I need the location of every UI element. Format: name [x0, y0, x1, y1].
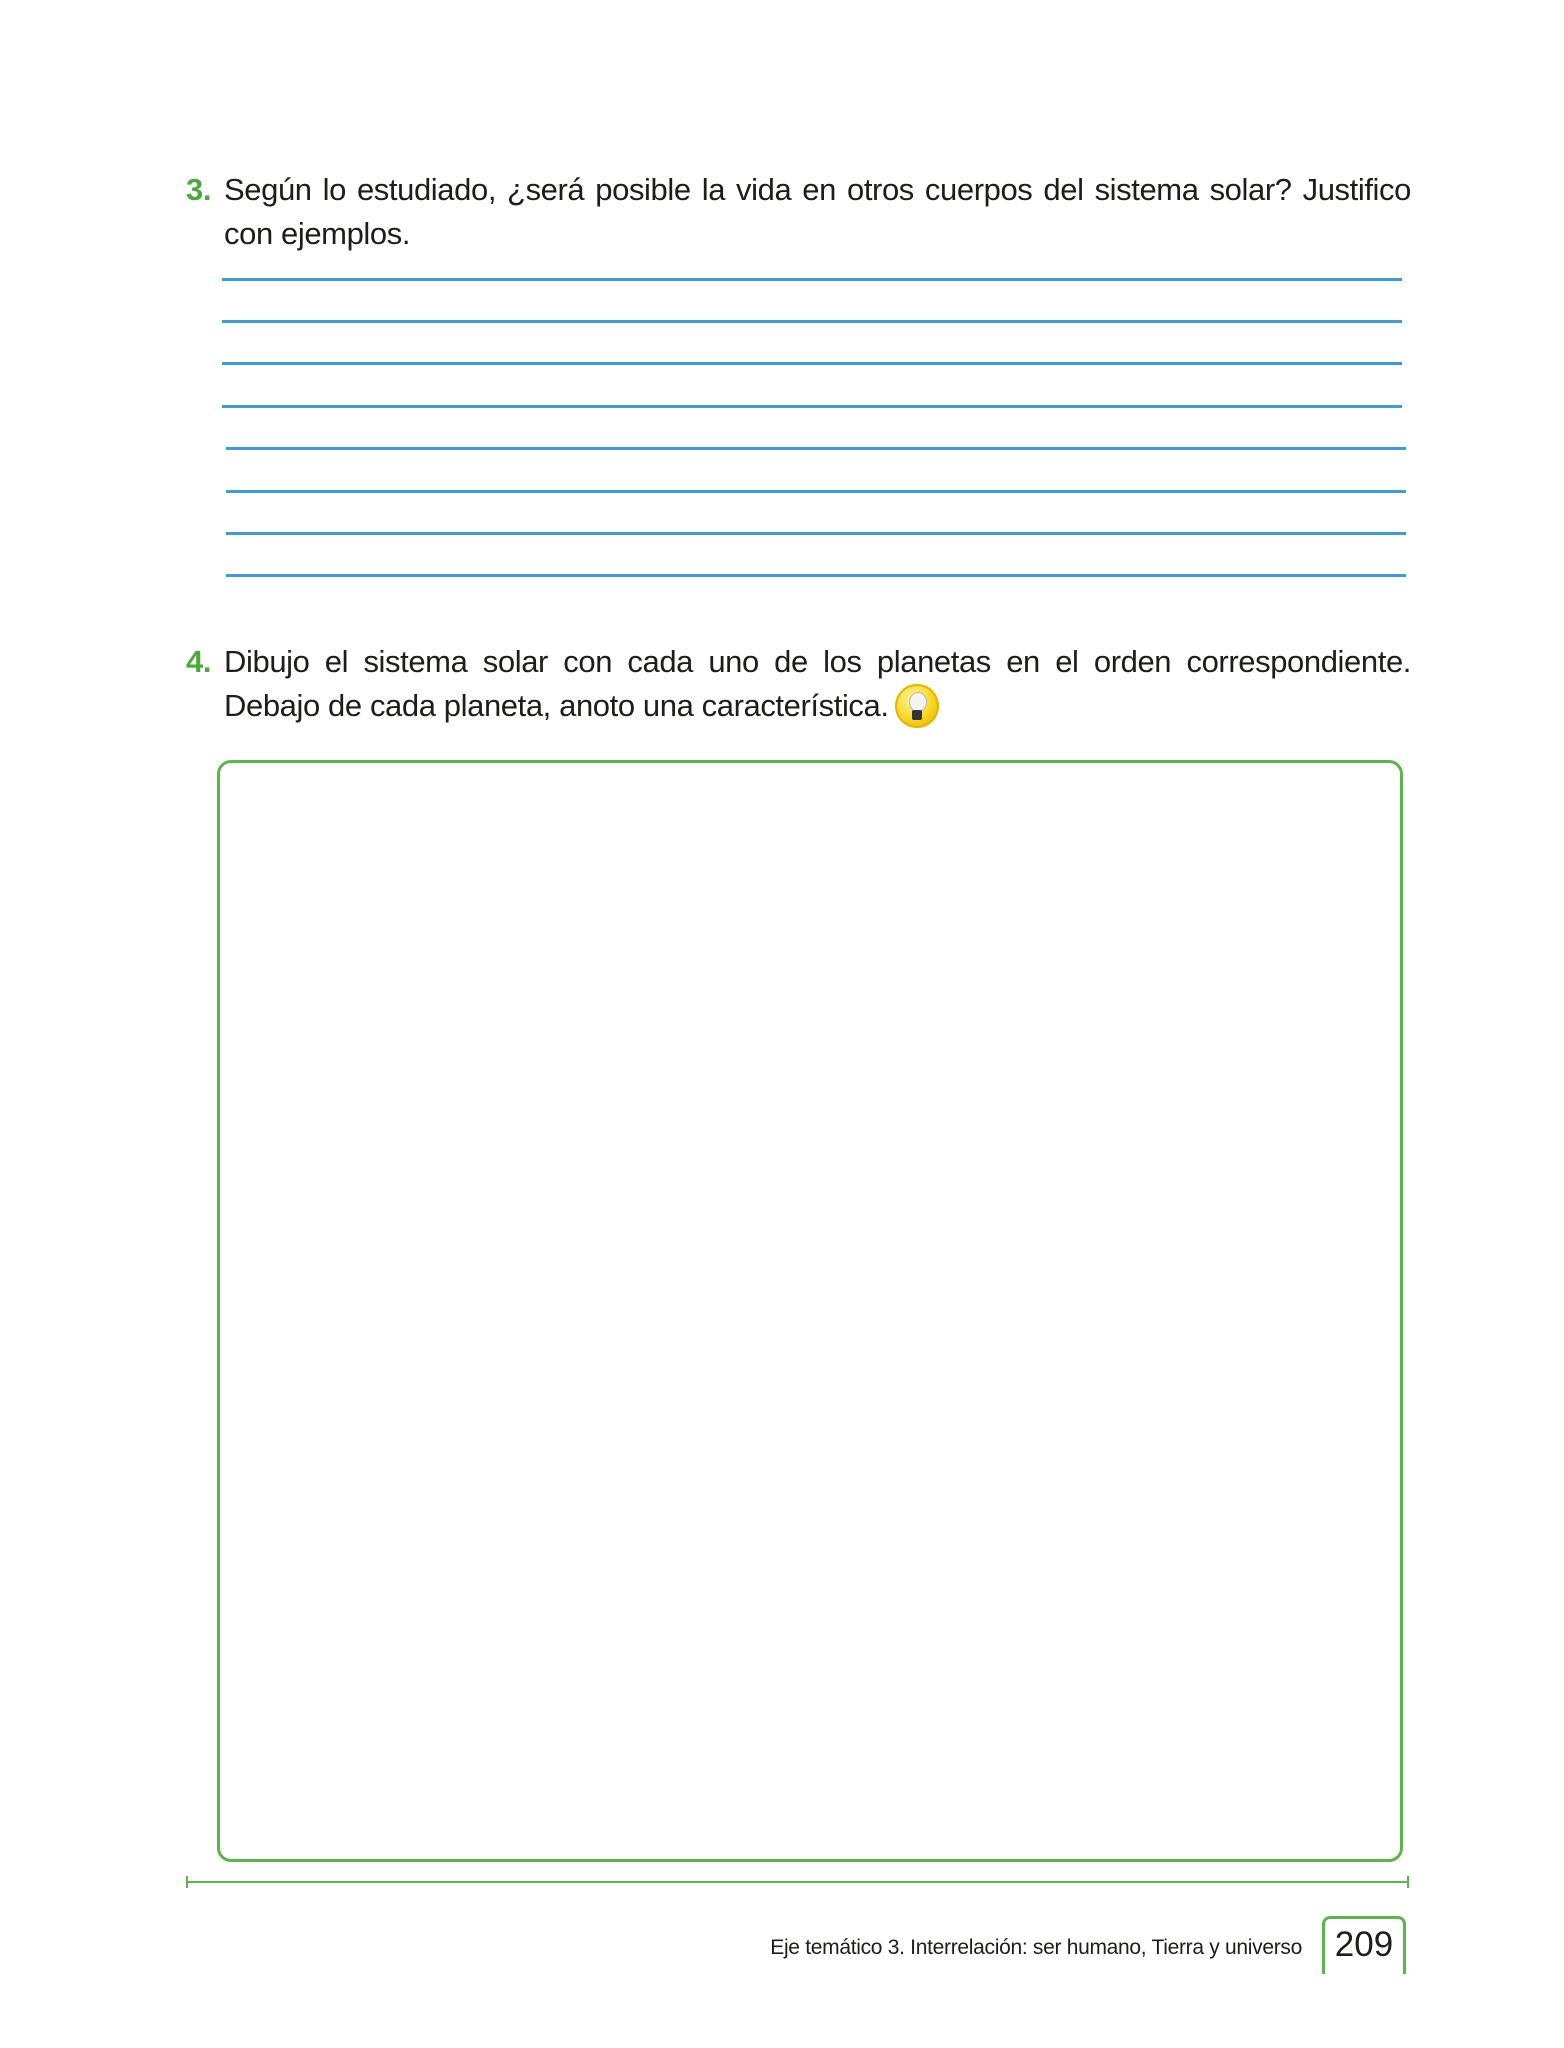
- footer-divider: [186, 1881, 1409, 1883]
- question-4-number: 4.: [186, 644, 212, 679]
- question-4: [186, 640, 1411, 730]
- question-3-number: 3.: [186, 172, 212, 207]
- footer-divider-left-tick: [186, 1876, 188, 1888]
- footer-chapter-title: Eje temático 3. Interrelación: ser humano, Tierra y universo: [770, 1936, 1302, 1959]
- question-4-text-content: Dibujo el sistema solar con cada uno de los planetas en el orden correspondiente. Debajo de cada planeta, anoto una característica.: [224, 644, 1411, 723]
- drawing-area[interactable]: [217, 760, 1403, 1862]
- answer-line[interactable]: [226, 447, 1406, 450]
- answer-line[interactable]: [226, 532, 1406, 535]
- answer-line[interactable]: [226, 574, 1406, 577]
- question-3-text: Según lo estudiado, ¿será posible la vida en otros cuerpos del sistema solar? Justifico con ejemplos.: [224, 172, 1411, 251]
- question-4-text: [224, 640, 1411, 730]
- answer-line[interactable]: [222, 320, 1402, 323]
- answer-line[interactable]: [226, 490, 1406, 493]
- page-number: 209: [1322, 1916, 1406, 1974]
- footer-divider-right-tick: [1407, 1876, 1409, 1888]
- lightbulb-icon: [895, 684, 939, 728]
- question-3: [186, 168, 1411, 258]
- answer-line[interactable]: [222, 405, 1402, 408]
- answer-line[interactable]: [222, 278, 1402, 281]
- answer-line[interactable]: [222, 362, 1402, 365]
